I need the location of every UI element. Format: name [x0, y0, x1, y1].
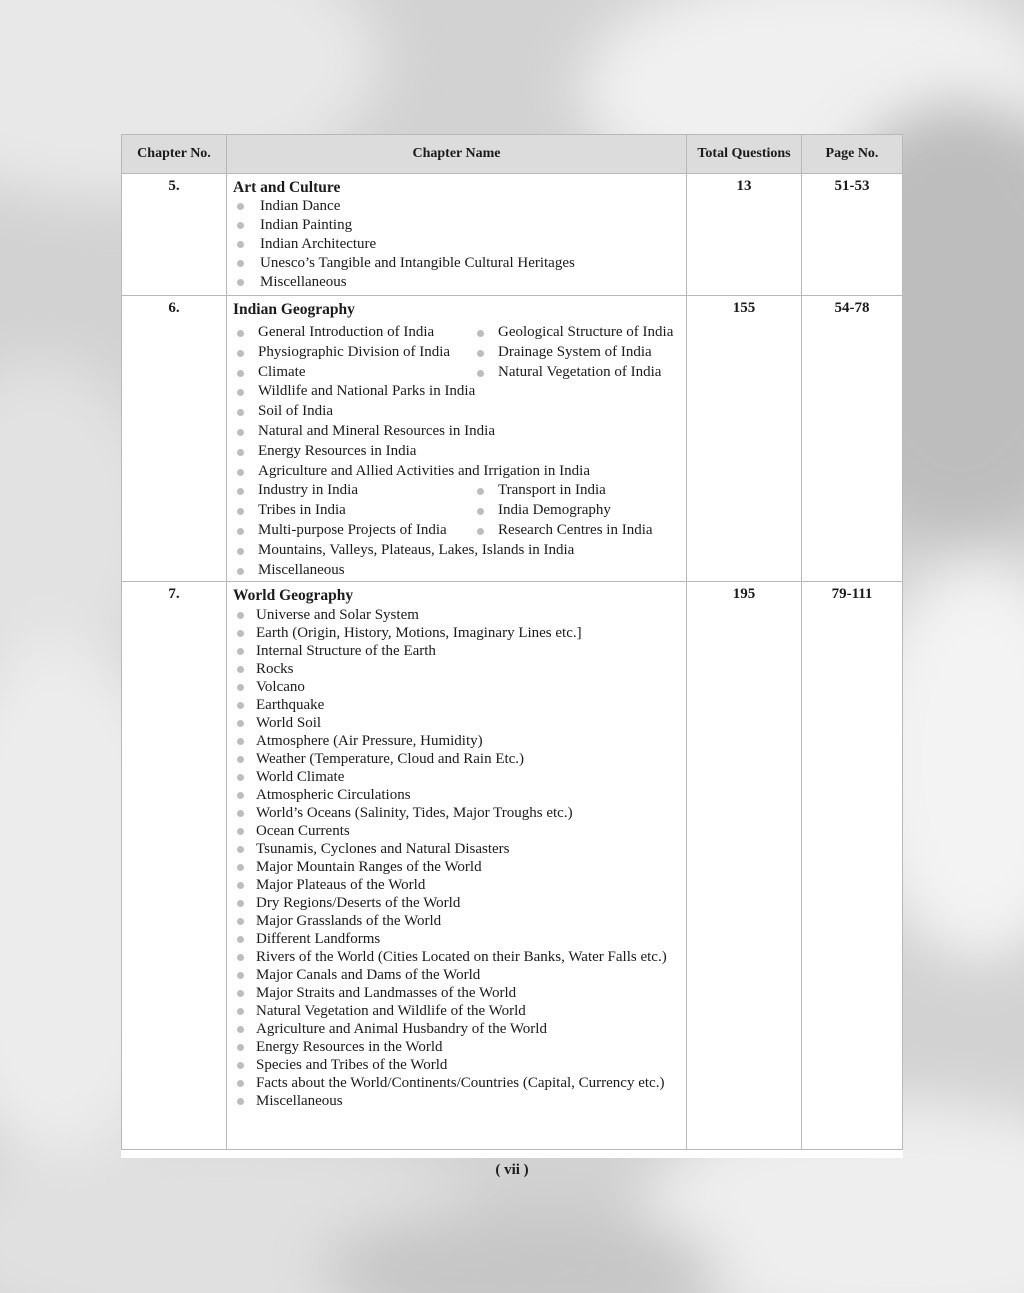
list-item: Volcano — [233, 678, 680, 696]
list-item: Climate Natural Vegetation of India — [233, 363, 680, 383]
bullet-dot-icon — [237, 241, 244, 248]
table-row — [122, 296, 903, 582]
bullet-dot-icon — [237, 702, 244, 709]
chapter-number: 5. — [122, 174, 227, 296]
bullet-dot-icon — [237, 568, 244, 575]
total-questions: 13 — [687, 174, 802, 296]
list-item: Rivers of the World (Cities Located on their Banks, Water Falls etc.) — [233, 948, 680, 966]
chapter-title: Art and Culture — [233, 179, 341, 196]
list-item: Natural Vegetation and Wildlife of the World — [233, 1002, 680, 1020]
list-item: Major Mountain Ranges of the World — [233, 858, 680, 876]
bullet-dot-icon — [237, 528, 244, 535]
list-item: Indian Dance — [233, 197, 680, 216]
bullet-dot-icon — [237, 648, 244, 655]
list-item: Industry in India Transport in India — [233, 481, 680, 501]
bullet-dot-icon — [237, 548, 244, 555]
list-item: Weather (Temperature, Cloud and Rain Etc.) — [233, 750, 680, 768]
bullet-dot-icon — [237, 972, 244, 979]
bullet-dot-icon — [237, 666, 244, 673]
bullet-dot-icon — [237, 330, 244, 337]
bullet-dot-icon — [237, 774, 244, 781]
bullet-dot-icon — [237, 429, 244, 436]
chapter-name-cell — [227, 582, 687, 1150]
chapter-name-cell — [227, 174, 687, 296]
header-page-no: Page No. — [802, 135, 903, 174]
bullet-dot-icon — [237, 954, 244, 961]
bullet-dot-icon — [237, 990, 244, 997]
list-item: World Climate — [233, 768, 680, 786]
list-item: Atmosphere (Air Pressure, Humidity) — [233, 732, 680, 750]
bullet-dot-icon — [237, 900, 244, 907]
list-item: Miscellaneous — [233, 561, 680, 581]
table-row — [122, 174, 903, 296]
bullet-dot-icon — [237, 828, 244, 835]
topic-list — [233, 323, 680, 580]
list-item: Different Landforms — [233, 930, 680, 948]
list-item: Atmospheric Circulations — [233, 786, 680, 804]
bullet-dot-icon — [237, 846, 244, 853]
list-item: Tribes in India India Demography — [233, 501, 680, 521]
list-item: Miscellaneous — [233, 273, 680, 292]
list-item: Internal Structure of the Earth — [233, 642, 680, 660]
bullet-dot-icon — [237, 918, 244, 925]
list-item: Physiographic Division of India Drainage System of India — [233, 343, 680, 363]
topic-list — [233, 606, 680, 1110]
bullet-dot-icon — [237, 810, 244, 817]
bullet-dot-icon — [237, 1098, 244, 1105]
contents-table — [121, 134, 903, 1150]
table-header-row — [122, 135, 903, 174]
list-item: Soil of India — [233, 402, 680, 422]
list-item: Energy Resources in India — [233, 442, 680, 462]
bullet-dot-icon — [237, 1044, 244, 1051]
bullet-dot-icon — [237, 508, 244, 515]
chapter-number: 7. — [122, 582, 227, 1150]
chapter-name-cell — [227, 296, 687, 582]
chapter-title: World Geography — [233, 587, 354, 604]
bullet-dot-icon — [237, 260, 244, 267]
bullet-dot-icon — [237, 1026, 244, 1033]
list-item: Mountains, Valleys, Plateaus, Lakes, Islands in India — [233, 541, 680, 561]
topic-list — [233, 197, 680, 292]
bullet-dot-icon — [237, 792, 244, 799]
list-item: Dry Regions/Deserts of the World — [233, 894, 680, 912]
table-row — [122, 582, 903, 1150]
bullet-dot-icon — [477, 508, 484, 515]
list-item: World Soil — [233, 714, 680, 732]
bullet-dot-icon — [237, 203, 244, 210]
bullet-dot-icon — [237, 350, 244, 357]
list-item: Earthquake — [233, 696, 680, 714]
list-item: World’s Oceans (Salinity, Tides, Major Troughs etc.) — [233, 804, 680, 822]
bullet-dot-icon — [237, 279, 244, 286]
bullet-dot-icon — [237, 222, 244, 229]
bullet-dot-icon — [237, 882, 244, 889]
list-item: Major Grasslands of the World — [233, 912, 680, 930]
list-item: Species and Tribes of the World — [233, 1056, 680, 1074]
total-questions: 155 — [687, 296, 802, 582]
bullet-dot-icon — [477, 488, 484, 495]
list-item: Indian Architecture — [233, 235, 680, 254]
list-item: Rocks — [233, 660, 680, 678]
bullet-dot-icon — [477, 370, 484, 377]
bullet-dot-icon — [477, 350, 484, 357]
bullet-dot-icon — [237, 756, 244, 763]
header-total-questions: Total Questions — [687, 135, 802, 174]
bullet-dot-icon — [477, 528, 484, 535]
list-item: Multi-purpose Projects of India Research Centres in India — [233, 521, 680, 541]
bullet-dot-icon — [237, 612, 244, 619]
list-item: Ocean Currents — [233, 822, 680, 840]
list-item: Natural and Mineral Resources in India — [233, 422, 680, 442]
list-item: Agriculture and Allied Activities and Irrigation in India — [233, 462, 680, 482]
list-item: General Introduction of India Geological Structure of India — [233, 323, 680, 343]
page-range: 51-53 — [802, 174, 903, 296]
bullet-dot-icon — [237, 1008, 244, 1015]
bullet-dot-icon — [237, 684, 244, 691]
bullet-dot-icon — [237, 936, 244, 943]
list-item: Energy Resources in the World — [233, 1038, 680, 1056]
list-item: Major Canals and Dams of the World — [233, 966, 680, 984]
bullet-dot-icon — [237, 488, 244, 495]
bullet-dot-icon — [237, 409, 244, 416]
list-item: Universe and Solar System — [233, 606, 680, 624]
list-item: Indian Painting — [233, 216, 680, 235]
total-questions: 195 — [687, 582, 802, 1150]
bullet-dot-icon — [237, 720, 244, 727]
list-item: Major Plateaus of the World — [233, 876, 680, 894]
list-item: Tsunamis, Cyclones and Natural Disasters — [233, 840, 680, 858]
list-item: Major Straits and Landmasses of the World — [233, 984, 680, 1002]
bullet-dot-icon — [237, 389, 244, 396]
list-item: Wildlife and National Parks in India — [233, 382, 680, 402]
bullet-dot-icon — [237, 449, 244, 456]
page-number: ( vii ) — [495, 1162, 529, 1178]
bullet-dot-icon — [477, 330, 484, 337]
list-item: Facts about the World/Continents/Countries (Capital, Currency etc.) — [233, 1074, 680, 1092]
bullet-dot-icon — [237, 370, 244, 377]
list-item: Agriculture and Animal Husbandry of the World — [233, 1020, 680, 1038]
header-chapter-no: Chapter No. — [122, 135, 227, 174]
list-item: Unesco’s Tangible and Intangible Cultural Heritages — [233, 254, 680, 273]
list-item: Miscellaneous — [233, 1092, 680, 1110]
bullet-dot-icon — [237, 1080, 244, 1087]
bullet-dot-icon — [237, 864, 244, 871]
header-chapter-name: Chapter Name — [227, 135, 687, 174]
bullet-dot-icon — [237, 630, 244, 637]
page-range: 54-78 — [802, 296, 903, 582]
chapter-title: Indian Geography — [233, 301, 355, 318]
list-item: Earth (Origin, History, Motions, Imaginary Lines etc.] — [233, 624, 680, 642]
chapter-number: 6. — [122, 296, 227, 582]
bullet-dot-icon — [237, 469, 244, 476]
bullet-dot-icon — [237, 738, 244, 745]
bullet-dot-icon — [237, 1062, 244, 1069]
page-range: 79-111 — [802, 582, 903, 1150]
